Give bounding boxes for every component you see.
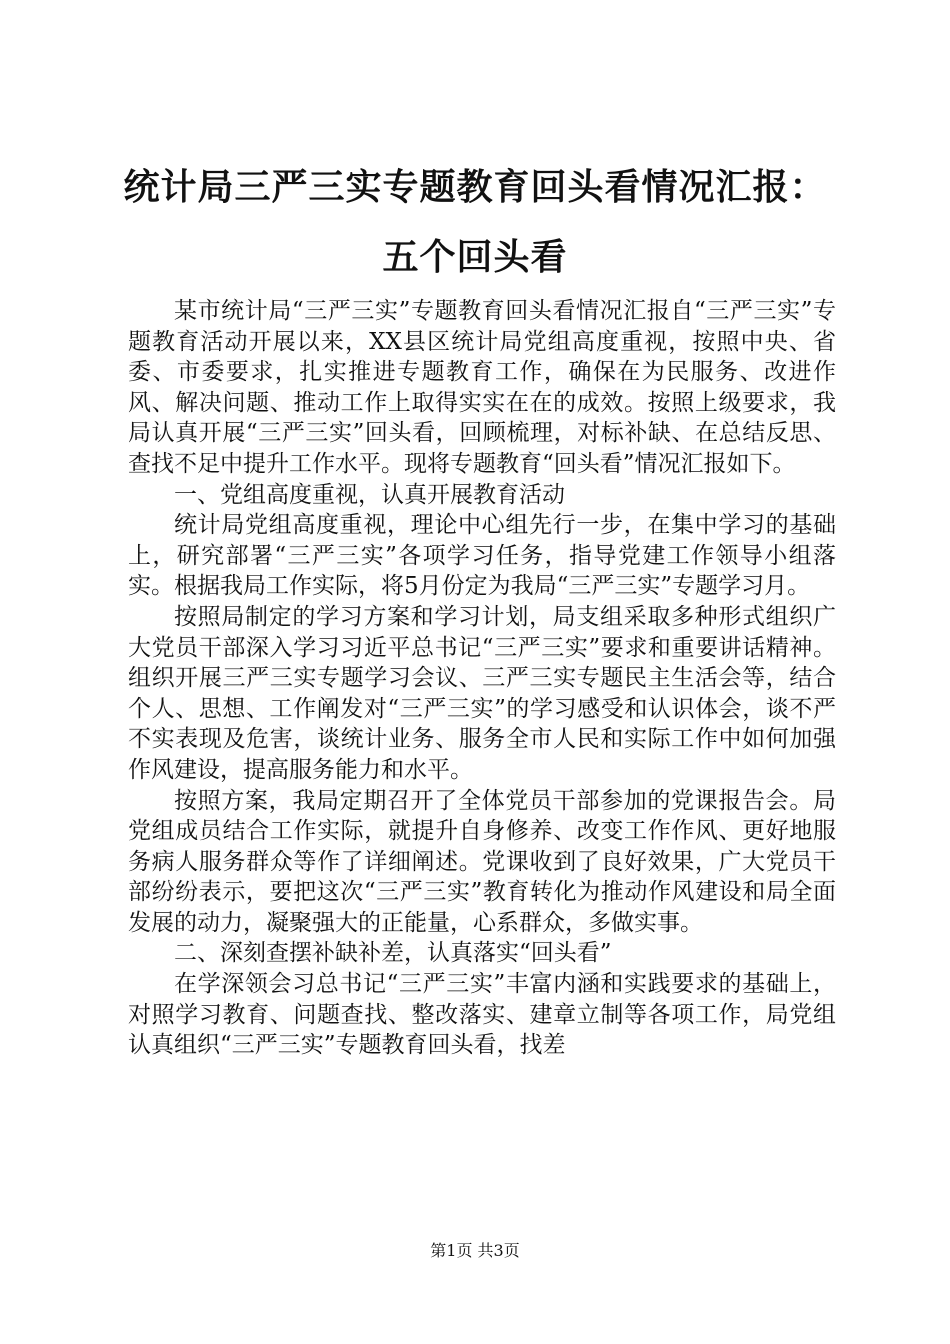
section-heading-2: 二、深刻查摆补缺补差，认真落实“回头看” xyxy=(174,940,612,967)
paragraph-section1-c: 按照方案，我局定期召开了全体党员干部参加的党课报告会。局党组成员结合工作实际，就提升自身修养、改变工作作风、更好地服务病人服务群众等作了详细阐述。党课收到了良好效果，广大党员干部纷纷表示，要把这次“三严三实”教育转化为推动作风建设和局全面发展的动力，凝聚强大的正能量，心系群众，多做实事。 xyxy=(128,787,836,936)
document-title: 统计局三严三实专题教育回头看情况汇报：五个回头看 xyxy=(123,166,827,278)
page-indicator: 第1页 共3页 xyxy=(430,1241,520,1260)
section-heading-1: 一、党组高度重视，认真开展教育活动 xyxy=(174,481,565,508)
paragraph-section2-a: 在学深领会习总书记“三严三实”丰富内涵和实践要求的基础上，对照学习教育、问题查找、整改落实、建章立制等各项工作，局党组认真组织“三严三实”专题教育回头看，找差 xyxy=(128,971,836,1059)
paragraph-section1-b: 按照局制定的学习方案和学习计划，局支组采取多种形式组织广大党员干部深入学习习近平总书记“三严三实”要求和重要讲话精神。组织开展三严三实专题学习会议、三严三实专题民主生活会等，结合个人、思想、工作阐发对“三严三实”的学习感受和认识体会，谈不严不实表现及危害，谈统计业务、服务全市人民和实际工作中如何加强作风建设，提高服务能力和水平。 xyxy=(128,603,836,783)
paragraph-intro: 某市统计局“三严三实”专题教育回头看情况汇报自“三严三实”专题教育活动开展以来，XX县区统计局党组高度重视，按照中央、省委、市委要求，扎实推进专题教育工作，确保在为民服务、改进作风、解决问题、推动工作上取得实实在在的成效。按照上级要求，我局认真开展“三严三实”回头看，回顾梳理，对标补缺、在总结反思、查找不足中提升工作水平。现将专题教育“回头看”情况汇报如下。 xyxy=(128,298,836,477)
document-body xyxy=(128,296,836,1061)
paragraph-section1-a: 统计局党组高度重视，理论中心组先行一步，在集中学习的基础上，研究部署“三严三实”各项学习任务，指导党建工作领导小组落实。根据我局工作实际，将5月份定为我局“三严三实”专题学习月。 xyxy=(128,512,836,600)
page-footer xyxy=(0,1241,950,1261)
